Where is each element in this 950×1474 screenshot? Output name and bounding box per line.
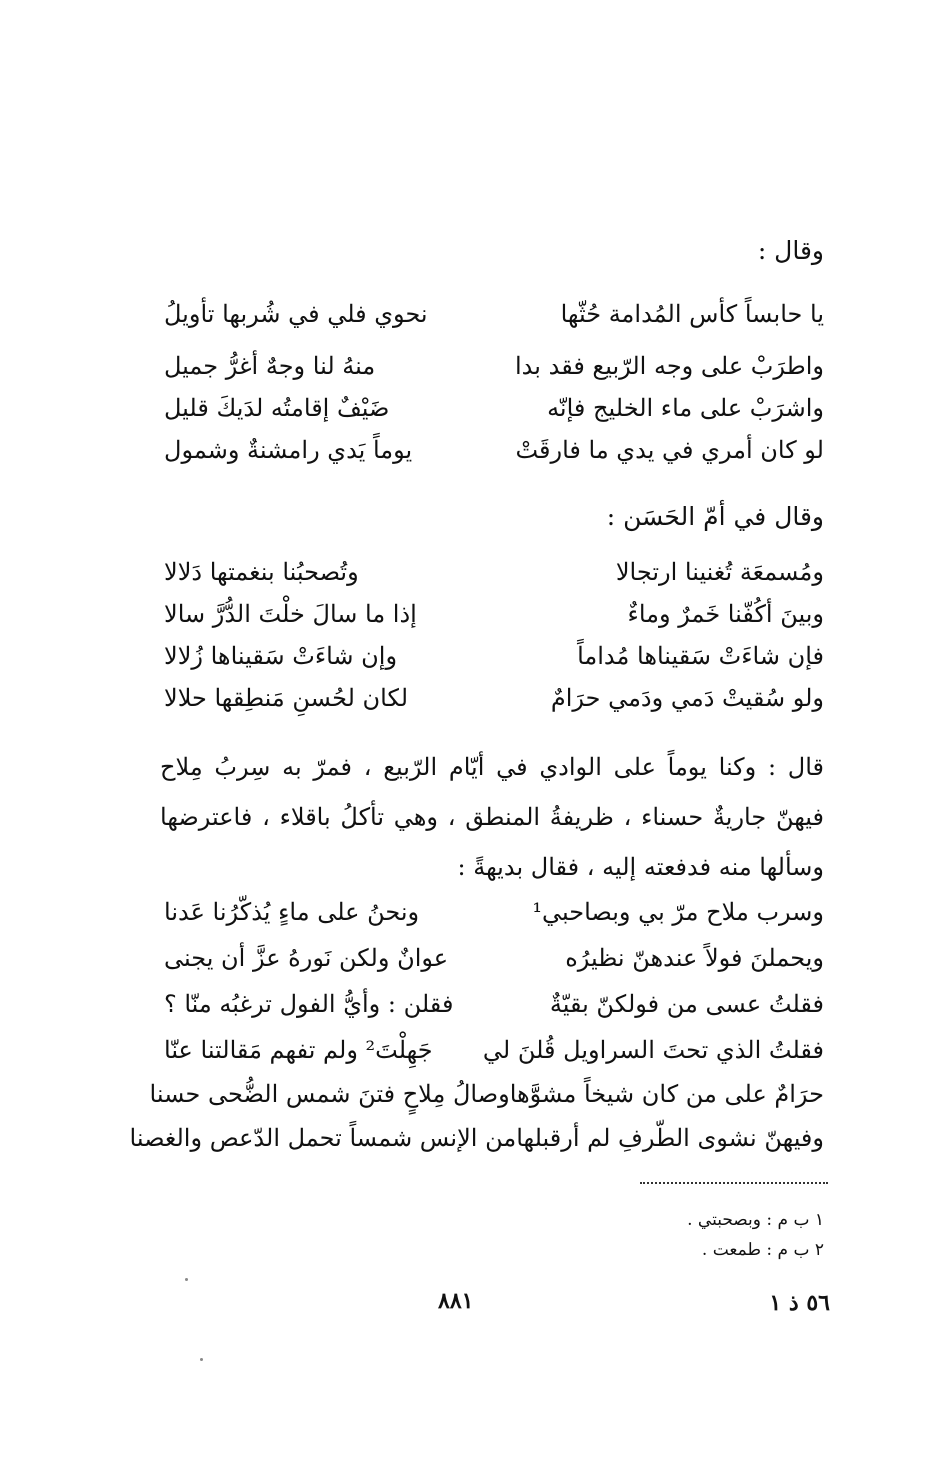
first-hemistich: وفيهنّ نشوى الطّرفِ لم أرقبلها: [516, 1124, 824, 1152]
second-hemistich: من الإنس شمساً تحمل الدّعص والغصنا: [129, 1124, 517, 1152]
second-hemistich: وتُصحبُنا بنغمتها دَلالا: [164, 558, 359, 586]
verse-intro: وقال في أمّ الحَسَن :: [606, 502, 824, 531]
print-speck: [200, 1358, 203, 1361]
first-hemistich: ولو سُقيتْ دَمي ودَمي حرَامٌ: [550, 684, 824, 712]
verse-line: [164, 932, 824, 984]
printer-signature: ٥٦ ذ ١: [769, 1290, 830, 1316]
first-hemistich: حرَامٌ على من كان شيخاً مشوَّها: [509, 1080, 824, 1108]
first-hemistich: فقلتُ الذي تحتَ السراويل قُلنَ لي: [482, 1036, 824, 1064]
first-hemistich: فقلتُ عسى من فولكنّ بقيّةٌ: [549, 990, 824, 1018]
second-hemistich: يوماً يَدي رامشنةٌ وشمول: [164, 436, 413, 464]
footnote: ١ ب م : وبصحبتي .: [687, 1210, 824, 1230]
second-hemistich: جَهِلْتَ² ولم تفهم مَقالتنا عنّا: [164, 1036, 433, 1064]
first-hemistich: لو كان أمري في يدي ما فارقَتْ: [515, 436, 824, 464]
verse-line: [164, 672, 824, 724]
verse-intro: وقال :: [757, 236, 824, 265]
verse-line: [164, 978, 824, 1030]
second-hemistich: منهُ لنا وجهٌ أغرُّ جميل: [164, 352, 376, 380]
first-hemistich: وبينَ أكُفّنا خَمرٌ وماءٌ: [627, 600, 824, 628]
first-hemistich: واطرَبْ على وجه الرّبيع فقد بدا: [515, 352, 824, 380]
first-hemistich: يا حابساً كأس المُدامة حُثّها: [560, 300, 824, 328]
verse-line: [164, 424, 824, 476]
second-hemistich: ونحنُ على ماءٍ يُذكّرُنا عَدنا: [164, 898, 420, 926]
second-hemistich: فقلن : وأيُّ الفول ترغبُه منّا ؟: [164, 990, 454, 1018]
first-hemistich: وسرب ملاح مرّ بي وبصاحبي¹: [532, 898, 824, 926]
page-number: ٨٨١: [438, 1288, 474, 1314]
verse-line: [129, 1112, 824, 1164]
first-hemistich: فإن شاءَتْ سَقيناها مُداماً: [577, 642, 824, 670]
print-speck: [185, 1278, 188, 1281]
prose-paragraph: قال : وكنا يوماً على الوادي في أيّام الرّبيع ، فمرّ به سِربُ مِلاح فيهنّ جاريةٌ حسناء ، ظريفةُ المنطق ، وهي تأكلُ باقلاء ، فاعترضها وسألها منه فدفعته إليه ، فقال بديهةً :: [160, 753, 824, 881]
footnote-divider: [640, 1182, 828, 1184]
verse-line: [164, 886, 824, 938]
footnote: ٢ ب م : طمعت .: [701, 1240, 824, 1260]
second-hemistich: وصالُ مِلاحٍ فتنَ شمس الضُّحى حسنا: [149, 1080, 510, 1108]
first-hemistich: ويحملنَ فولاً عندهنّ نظيرُه: [565, 944, 824, 972]
first-hemistich: ومُسمعَة تُغنينا ارتجالا: [615, 558, 824, 586]
second-hemistich: لكان لحُسنِ مَنطِقها حلالا: [164, 684, 409, 712]
second-hemistich: ضَيْفٌ إقامتُه لدَيكَ قليل: [164, 394, 390, 422]
verse-line: [164, 288, 824, 340]
second-hemistich: إذا ما سالَ خلْتَ الدُّرَّ سالا: [164, 600, 417, 628]
second-hemistich: نحوي فلي في شُربها تأويلُ: [164, 300, 428, 328]
second-hemistich: عوانٌ ولكن نَورهُ عزَّ أن يجنى: [164, 944, 449, 972]
second-hemistich: وإن شاءَتْ سَقيناها زُلالا: [164, 642, 398, 670]
first-hemistich: واشرَبْ على ماء الخليج فإنّه: [547, 394, 824, 422]
